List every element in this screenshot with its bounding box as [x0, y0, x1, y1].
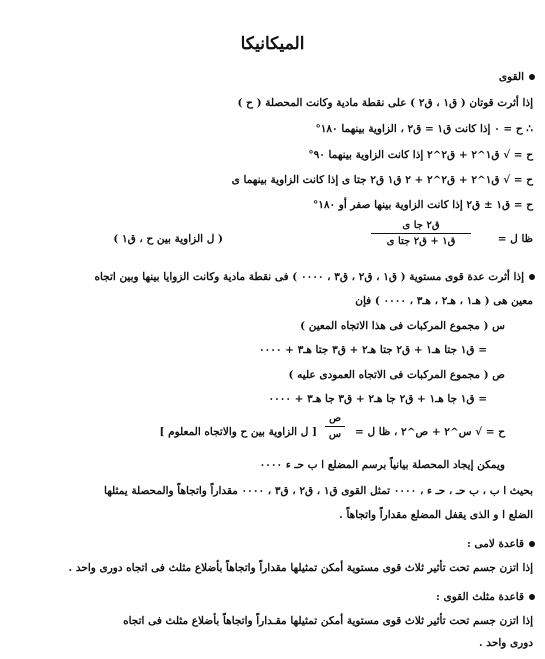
tan-fraction — [371, 220, 471, 247]
bullet-icon — [529, 541, 535, 547]
tan-denominator: ق١ + ق٢ جتا ى — [386, 236, 456, 247]
triangle-heading: قاعدة مثلث القوى : — [436, 591, 524, 603]
lami-heading-line — [467, 537, 535, 551]
p-definition: ص ( مجموع المركبات فى الاتجاه العمودى عليه ) — [288, 369, 505, 381]
tan-numerator: ق٢ جا ى — [371, 220, 471, 234]
page-title: الميكانيكا — [240, 34, 305, 54]
multi-intro-text-1: إذا أثرت عدة قوى مستوية ( ق١ ، ق٢ ، ق٣ ، ٠٠٠٠ ) فى نقطة مادية وكانت الزوايا بينها وبين اتجاه — [94, 271, 524, 283]
resultant-equation: ح = √ س^٢ + ص^٢ ، ظا ل = — [355, 426, 505, 438]
lami-heading: قاعدة لامى : — [466, 538, 524, 550]
triangle-text-2: دورى واحد . — [479, 637, 533, 649]
bullet-icon — [529, 594, 535, 600]
tan-note: ( ل الزاوية بين ح ، ق١ ) — [113, 233, 223, 245]
polygon-line-2: الضلع ا و الذى يقفل المضلع مقداراً واتجاهاً . — [339, 509, 533, 521]
multi-intro-line-1 — [94, 270, 535, 284]
s-definition: س ( مجموع المركبات فى هذا الاتجاه المعين ) — [300, 320, 505, 332]
s-equation: = ق١ جتا هـ١ + ق٢ جتا هـ٢ + ق٣ جتا هـ٣ + ٠٠٠٠ — [258, 344, 487, 356]
case-zero: ∴ ح = ٠ إذا كانت ق١ = ق٢ ، الزاوية بينهما ١٨٠° — [315, 123, 533, 135]
case-general: ح = √ ق١^٢ + ق٢^٢ + ٢ ق١ ق٢ جتا ى إذا كانت الزاوية بينهما ى — [231, 174, 533, 186]
resultant-numerator: ص — [325, 413, 345, 427]
bullet-icon — [529, 74, 535, 80]
two-forces-intro: إذا أثرت قوتان ( ق١ ، ق٢ ) على نقطة مادية وكانت المحصلة ( ح ) — [237, 97, 533, 109]
multi-intro-line-2: معين هى ( هـ١ ، هـ٢ ، هـ٣ ، ٠٠٠٠ ) فإن — [355, 295, 533, 307]
forces-heading: القوى — [498, 71, 524, 83]
tan-label: ظا ل = — [497, 233, 533, 245]
resultant-fraction — [325, 413, 345, 440]
case-collinear: ح = ق١ ± ق٢ إذا كانت الزاوية بينها صفر أو ١٨٠° — [312, 199, 533, 211]
graph-line: ويمكن إيجاد المحصلة بيانياً برسم المضلع ا ب حـ ء ٠٠٠٠ — [259, 459, 505, 471]
bullet-icon — [529, 274, 535, 280]
p-equation: = ق١ جا هـ١ + ق٢ جا هـ٢ + ق٣ جا هـ٣ + ٠٠٠٠ — [268, 393, 487, 405]
case-right: ح = √ ق١^٢ + ق٢^٢ إذا كانت الزاوية بينهما ٩٠° — [308, 149, 533, 161]
triangle-heading-line — [436, 590, 535, 604]
triangle-text-1: إذا اتزن جسم تحت تأثير ثلاث قوى مستوية أمكن تمثيلها مقـداراً واتجاهاً بأضلاع مثلث فى اتجاه — [123, 615, 533, 627]
polygon-line-1: بحيث ا ب ، ب حـ ، حـ ء ، ٠٠٠٠ تمثل القوى ق١ ، ق٢ ، ق٣ ، ٠٠٠٠ مقداراً واتجاهاً والمحصلة يمثلها — [104, 485, 533, 497]
resultant-note: [ ل الزاوية بين ح والاتجاه المعلوم ] — [159, 426, 317, 438]
forces-heading-line — [499, 70, 535, 84]
lami-text: إذا اتزن جسم تحت تأثير ثلاث قوى مستوية أمكن تمثيلها مقداراً واتجاهاً بأضلاع مثلث فى اتجاه دورى واحد . — [68, 562, 533, 574]
resultant-denominator: س — [328, 429, 342, 440]
